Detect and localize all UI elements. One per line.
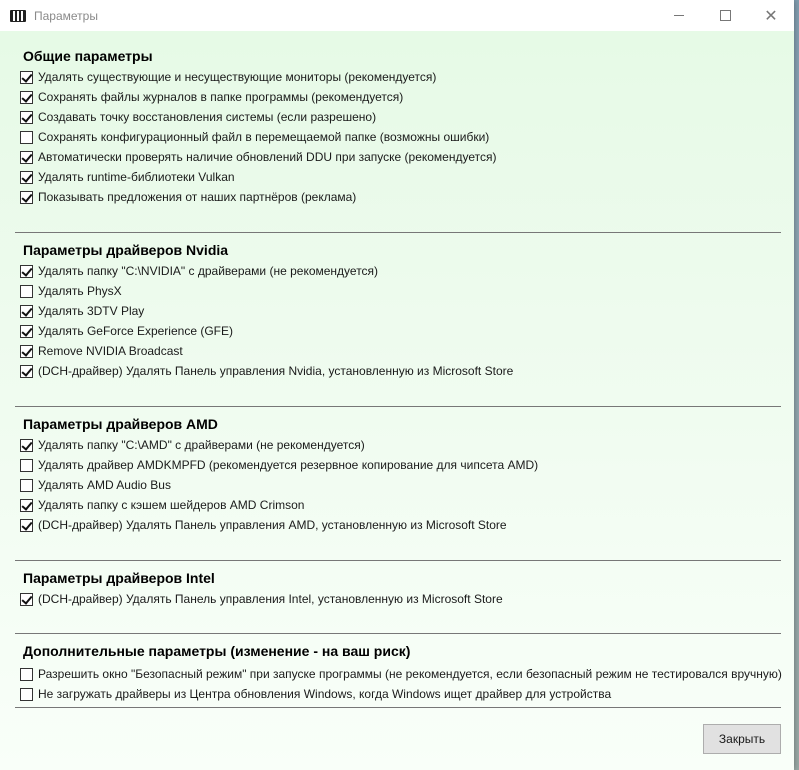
- option-row[interactable]: [20, 455, 538, 475]
- option-label: (DCH-драйвер) Удалять Панель управления Intel, установленную из Microsoft Store: [38, 592, 503, 606]
- option-row[interactable]: [20, 127, 489, 147]
- option-label: Автоматически проверять наличие обновлений DDU при запуске (рекомендуется): [38, 150, 497, 164]
- checkbox[interactable]: [20, 519, 33, 532]
- checkbox[interactable]: [20, 365, 33, 378]
- minimize-button[interactable]: [656, 0, 702, 31]
- option-row[interactable]: [20, 187, 356, 207]
- checkbox[interactable]: [20, 111, 33, 124]
- section-title-general: Общие параметры: [23, 48, 153, 64]
- option-label: Удалять папку с кэшем шейдеров AMD Crimson: [38, 498, 305, 512]
- checkbox[interactable]: [20, 479, 33, 492]
- option-row[interactable]: [20, 87, 403, 107]
- checkbox[interactable]: [20, 131, 33, 144]
- option-label: Разрешить окно "Безопасный режим" при запуске программы (не рекомендуется, если безопасный режим не тестировался вручную): [38, 667, 782, 681]
- option-row[interactable]: [20, 515, 507, 535]
- option-label: Показывать предложения от наших партнёров (реклама): [38, 190, 357, 204]
- option-row[interactable]: [20, 281, 122, 301]
- checkbox[interactable]: [20, 151, 33, 164]
- title-bar: [0, 0, 794, 31]
- section-divider: [15, 633, 781, 634]
- checkbox[interactable]: [20, 71, 33, 84]
- option-label: Удалять папку "C:\NVIDIA" с драйверами (не рекомендуется): [38, 264, 379, 278]
- option-label: Создавать точку восстановления системы (если разрешено): [38, 110, 377, 124]
- option-label: Удалять AMD Audio Bus: [38, 478, 171, 492]
- checkbox[interactable]: [20, 668, 33, 681]
- option-row[interactable]: [20, 301, 144, 321]
- checkbox[interactable]: [20, 305, 33, 318]
- app-icon: [10, 10, 26, 22]
- option-label: Удалять PhysX: [38, 284, 122, 298]
- checkbox[interactable]: [20, 345, 33, 358]
- section-divider: [15, 560, 781, 561]
- option-label: Сохранять конфигурационный файл в перемещаемой папке (возможны ошибки): [38, 130, 490, 144]
- section-divider: [15, 232, 781, 233]
- section-title-intel: Параметры драйверов Intel: [23, 570, 215, 586]
- checkbox[interactable]: [20, 439, 33, 452]
- option-label: (DCH-драйвер) Удалять Панель управления AMD, установленную из Microsoft Store: [38, 518, 507, 532]
- close-button[interactable]: Закрыть: [703, 724, 781, 754]
- option-row[interactable]: [20, 684, 611, 704]
- option-row[interactable]: [20, 495, 304, 515]
- close-icon: ✕: [764, 6, 778, 25]
- section-title-advanced: Дополнительные параметры (изменение - на ваш риск): [23, 643, 411, 659]
- checkbox[interactable]: [20, 91, 33, 104]
- option-label: Удалять папку "C:\AMD" с драйверами (не рекомендуется): [38, 438, 365, 452]
- option-label: Remove NVIDIA Broadcast: [38, 344, 183, 358]
- checkbox[interactable]: [20, 688, 33, 701]
- option-row[interactable]: [20, 147, 496, 167]
- option-label: Не загружать драйверы из Центра обновления Windows, когда Windows ищет драйвер для устройства: [38, 687, 612, 701]
- section-divider: [15, 406, 781, 407]
- checkbox[interactable]: [20, 459, 33, 472]
- option-row[interactable]: [20, 107, 376, 127]
- maximize-icon: [720, 10, 731, 21]
- close-window-button[interactable]: [748, 0, 794, 31]
- option-label: Сохранять файлы журналов в папке программы (рекомендуется): [38, 90, 404, 104]
- checkbox[interactable]: [20, 593, 33, 606]
- option-label: Удалять существующие и несуществующие мониторы (рекомендуется): [38, 70, 437, 84]
- maximize-button[interactable]: [702, 0, 748, 31]
- option-row[interactable]: [20, 361, 513, 381]
- window-title: Параметры: [34, 8, 98, 23]
- checkbox[interactable]: [20, 325, 33, 338]
- option-row[interactable]: [20, 664, 782, 684]
- checkbox[interactable]: [20, 499, 33, 512]
- option-label: Удалять runtime-библиотеки Vulkan: [38, 170, 235, 184]
- option-row[interactable]: [20, 475, 171, 495]
- settings-content: [0, 31, 794, 770]
- section-title-nvidia: Параметры драйверов Nvidia: [23, 242, 229, 258]
- option-label: Удалять 3DTV Play: [38, 304, 145, 318]
- section-title-amd: Параметры драйверов AMD: [23, 416, 218, 432]
- option-row[interactable]: [20, 435, 365, 455]
- option-row[interactable]: [20, 341, 183, 361]
- window-controls: [656, 0, 794, 31]
- checkbox[interactable]: [20, 285, 33, 298]
- option-row[interactable]: [20, 589, 503, 609]
- checkbox[interactable]: [20, 265, 33, 278]
- minimize-icon: [674, 15, 684, 16]
- option-row[interactable]: [20, 261, 378, 281]
- option-row[interactable]: [20, 167, 235, 187]
- option-label: (DCH-драйвер) Удалять Панель управления Nvidia, установленную из Microsoft Store: [38, 364, 514, 378]
- checkbox[interactable]: [20, 191, 33, 204]
- option-row[interactable]: [20, 67, 436, 87]
- option-label: Удалять драйвер AMDKMPFD (рекомендуется резервное копирование для чипсета AMD): [38, 458, 539, 472]
- section-divider: [15, 707, 781, 708]
- checkbox[interactable]: [20, 171, 33, 184]
- option-label: Удалять GeForce Experience (GFE): [38, 324, 233, 338]
- option-row[interactable]: [20, 321, 233, 341]
